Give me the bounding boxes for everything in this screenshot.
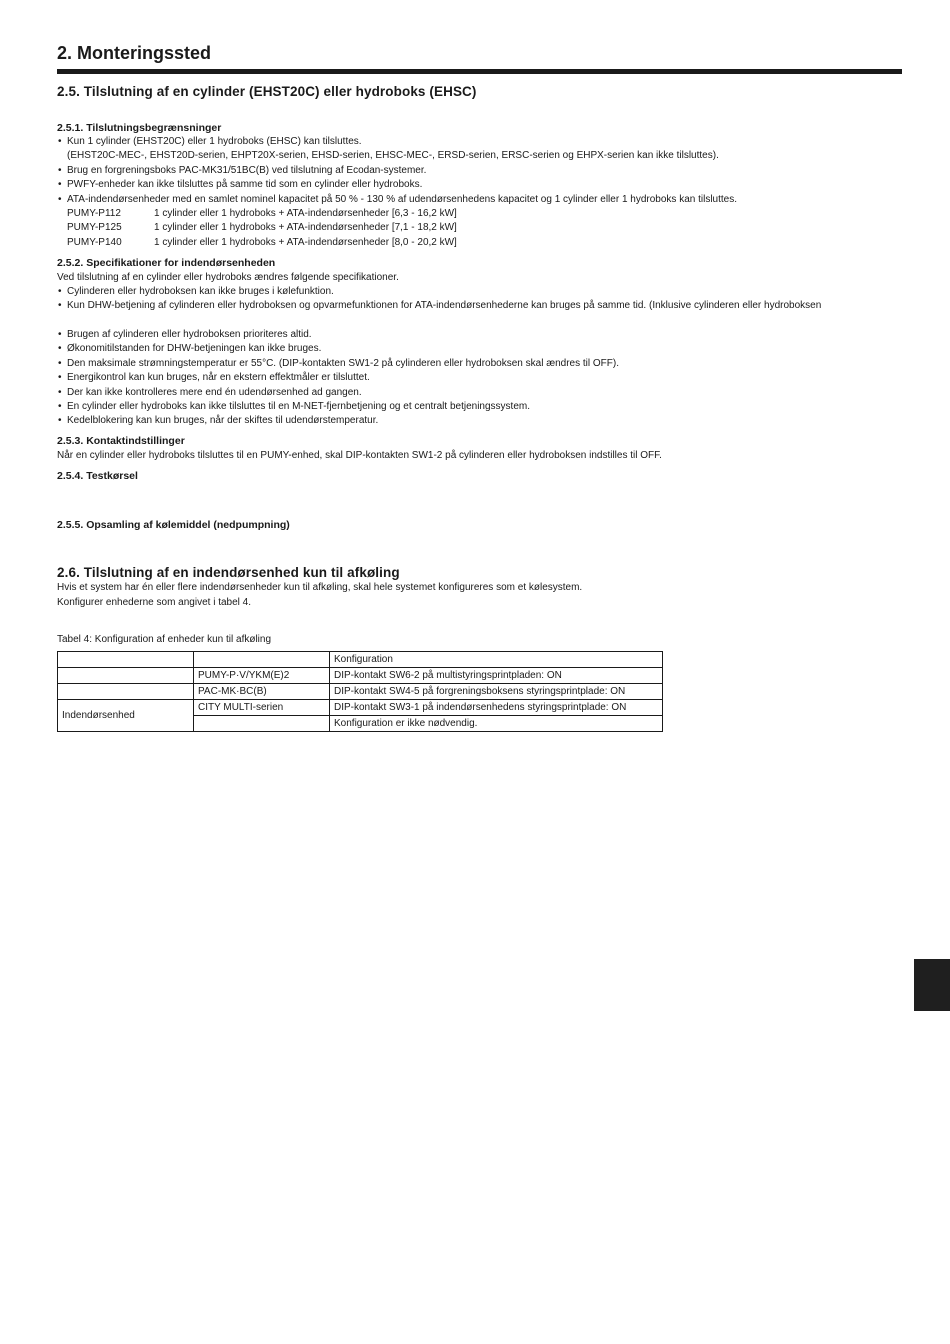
list-item: • Brug en forgreningsboks PAC-MK31/51BC(B) ved tilslutning af Ecodan-systemer.: [58, 164, 427, 176]
model-row: PUMY-P112 1 cylinder eller 1 hydroboks + ATA-indendørsenheder [6,3 - 16,2 kW]: [67, 208, 457, 219]
page-edge-tab: [914, 959, 950, 1011]
section-2-5-2-list-a: [57, 285, 821, 314]
list-item: • Energikontrol kan kun bruges, når en ekstern effektmåler er tilsluttet.: [58, 372, 370, 384]
table-cell: [194, 716, 330, 732]
list-item: • Brugen af cylinderen eller hydroboksen prioriteres altid.: [58, 329, 312, 340]
table-cell: DIP-kontakt SW3-1 på indendørsenhedens styringsprintplade: ON: [330, 700, 663, 716]
table-row: [58, 684, 663, 700]
list-item: • Kun 1 cylinder (EHST20C) eller 1 hydroboks (EHSC) kan tilsluttes.: [58, 136, 362, 147]
chapter-rule: [57, 69, 902, 74]
list-item: • Cylinderen eller hydroboksen kan ikke bruges i kølefunktion.: [58, 286, 334, 297]
table-cell: PAC-MK·BC(B): [194, 684, 330, 700]
table-cell: Konfiguration er ikke nødvendig.: [330, 716, 663, 732]
configuration-table: [57, 651, 663, 732]
list-item: • En cylinder eller hydroboks kan ikke tilsluttes til en M-NET-fjernbetjening og et centralt betjeningssystem.: [58, 401, 530, 413]
section-2-6-title: 2.6. Tilslutning af en indendørsenhed kun til afkøling: [57, 565, 400, 580]
model-capacity-list: [67, 207, 457, 250]
section-2-5-3-title: 2.5.3. Kontaktindstillinger: [57, 435, 185, 447]
table-row: [58, 668, 663, 684]
list-item: • ATA-indendørsenheder med en samlet nominel kapacitet på 50 % - 130 % af udendørsenhedens kapacitet og 1 cylinder eller 1 hydroboks kan tilsluttes.: [58, 193, 738, 205]
chapter-title: 2. Monteringssted: [57, 43, 212, 63]
table-header-cell: Konfiguration: [330, 652, 663, 668]
list-item: • Økonomitilstanden for DHW-betjeningen kan ikke bruges.: [58, 343, 322, 355]
section-2-5-2-list-b: [57, 328, 619, 429]
table-cell: PUMY-P·V/YKM(E)2: [194, 668, 330, 684]
list-item-continuation: (EHST20C-MEC-, EHST20D-serien, EHPT20X-serien, EHSD-serien, EHSC-MEC-, ERSD-serien, ERSC-serien og EHPX-serien kan ikke tilsluttes).: [67, 150, 719, 162]
table-cell: DIP-kontakt SW4-5 på forgreningsboksens styringsprintplade: ON: [330, 684, 663, 700]
section-2-5-title: 2.5. Tilslutning af en cylinder (EHST20C) eller hydroboks (EHSC): [57, 84, 477, 99]
section-2-5-4-title: 2.5.4. Testkørsel: [57, 470, 138, 482]
section-2-5-1-list: [57, 135, 737, 207]
list-item: • PWFY-enheder kan ikke tilsluttes på samme tid som en cylinder eller hydroboks.: [58, 179, 423, 191]
table-cell: [58, 652, 194, 668]
table-cell: [58, 684, 194, 700]
table-cell: CITY MULTI-serien: [194, 700, 330, 716]
section-2-6-paragraph-1: Hvis et system har én eller flere indendørsenheder kun til afkøling, skal hele systemet konfigureres som et kølesystem.: [57, 582, 583, 593]
section-2-6-paragraph-2: Konfigurer enhederne som angivet i tabel 4.: [57, 597, 252, 608]
section-2-5-3-text: Når en cylinder eller hydroboks tilsluttes til en PUMY-enhed, skal DIP-kontakten SW1-2 på cylinderen eller hydroboksen indstilles til OFF.: [57, 450, 662, 461]
model-row: PUMY-P125 1 cylinder eller 1 hydroboks + ATA-indendørsenheder [7,1 - 18,2 kW]: [67, 222, 457, 234]
table-caption: Tabel 4: Konfiguration af enheder kun til afkøling: [57, 634, 272, 645]
section-2-5-2-intro: Ved tilslutning af en cylinder eller hydroboks ændres følgende specifikationer.: [57, 272, 399, 283]
section-2-5-5-title: 2.5.5. Opsamling af kølemiddel (nedpumpning): [57, 519, 290, 531]
section-2-5-2-title: 2.5.2. Specifikationer for indendørsenheden: [57, 257, 276, 269]
table-cell: DIP-kontakt SW6-2 på multistyringsprintpladen: ON: [330, 668, 663, 684]
table-cell: Indendørsenhed: [58, 700, 194, 732]
table-cell: [194, 652, 330, 668]
list-item: • Der kan ikke kontrolleres mere end én udendørsenhed ad gangen.: [58, 386, 362, 398]
table-row: [58, 700, 663, 716]
list-item: • Kedelblokering kan kun bruges, når der skiftes til udendørstemperatur.: [58, 415, 379, 427]
section-2-5-1-title: 2.5.1. Tilslutningsbegrænsninger: [57, 122, 222, 134]
table-cell: [58, 668, 194, 684]
list-item: • Kun DHW-betjening af cylinderen eller hydroboksen og opvarmefunktionen for ATA-indendørsenhederne kan bruges på samme tid. (Inklusive cylinderen eller hydroboksen: [58, 300, 822, 312]
model-row: PUMY-P140 1 cylinder eller 1 hydroboks + ATA-indendørsenheder [8,0 - 20,2 kW]: [67, 236, 457, 248]
table-row: [58, 652, 663, 668]
list-item: • Den maksimale strømningstemperatur er 55°C. (DIP-kontakten SW1-2 på cylinderen eller hydroboksen skal ændres til OFF).: [58, 357, 619, 369]
